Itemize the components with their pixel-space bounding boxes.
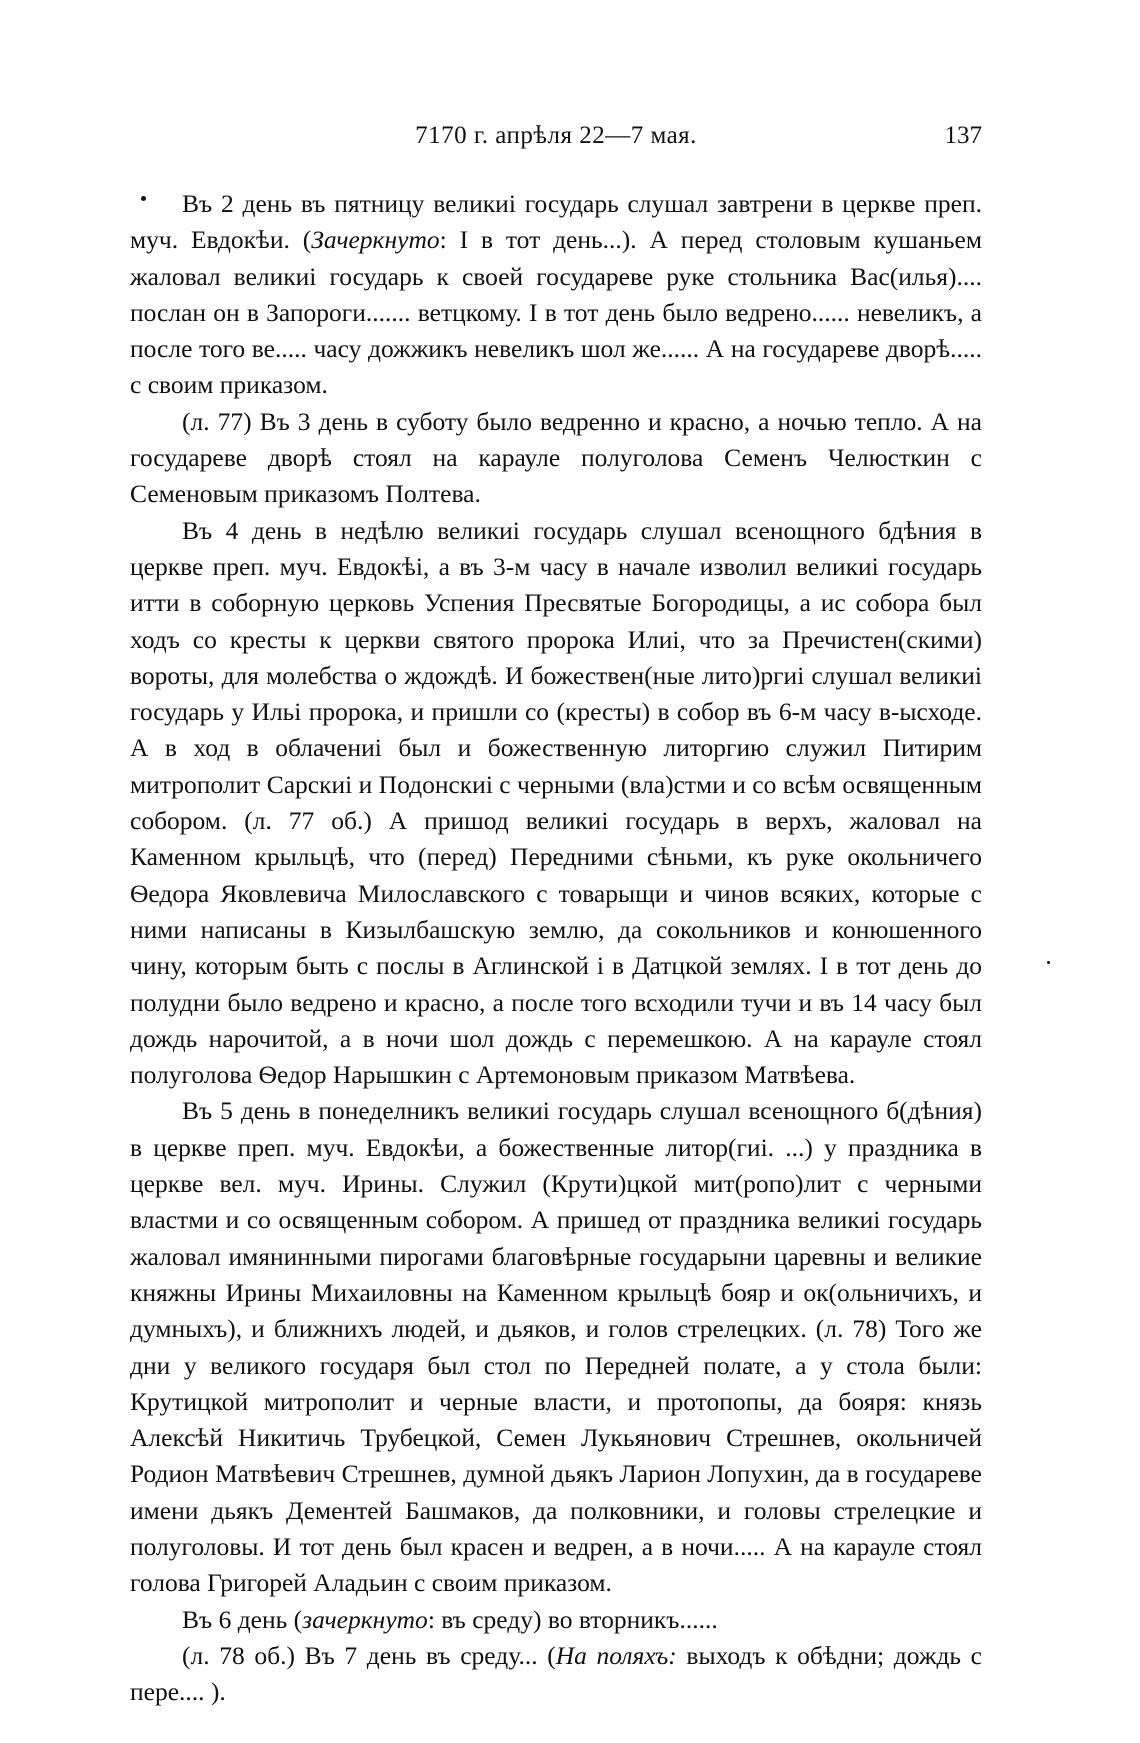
text-run: : I в тот день...). А перед столовым кушаньем жаловал великиі государь к своей государеве руке стольника Вас(илья).... послан он в Запороги....... ветцкому. I в тот день было ведрено...... невеликъ, а после того ве..... часу дожжикъ невеликъ шол же...... А на государеве дворѣ..... с своим приказом. xyxy=(130,225,982,400)
italic-note: зачеркнуто xyxy=(302,1604,428,1634)
margin-dot-mark xyxy=(1047,961,1050,964)
header-title: 7170 г. апрѣля 22—7 мая. xyxy=(415,122,697,149)
text-run: выходъ к обѣдни; дождь с пере.... ). xyxy=(130,1640,983,1707)
running-header xyxy=(130,122,982,156)
paragraph xyxy=(130,1602,982,1638)
text-run: (л. 77) Въ 3 день в суботу было ведренно и красно, а ночью тепло. А на государеве дворѣ стоял на карауле полуголова Семенъ Челюсткин с Семеновым приказомъ Полтева. xyxy=(130,406,982,509)
body-text xyxy=(130,186,982,1710)
text-run: Въ 5 день в понеделникъ великиі государь слушал всенощного б(дѣния) в церкве преп. муч. Евдокѣи, а божественные литор(гиі. ...) у праздника в церкве вел. муч. Ирины. Служил (Крути)цкой мит(ропо)лит с черными властми и со освященным собором. А пришед от праздника великиі государь жаловал имянинными пирогами благовѣрные государыни царевны и великие княжны Ирины Михаиловны на Каменном крыльцѣ бояр и ок(ольничихъ, и думныхъ), и ближнихъ людей, и дьяков, и голов стрелецких. (л. 78) Того же дни у великого государя был стол по Передней полате, а у стола были: Крутицкой митрополит и черные власти, и протопопы, да бояря: князь Алексѣй Никитичь Трубецкой, Семен Лукьянович Стрешнев, окольничей Родион Матвѣевич Стрешнев, думной дьякъ Ларион Лопухин, да в государеве имени дьякъ Дементей Башмаков, да полковники, и головы стрелецкие и полуголовы. И тот день был красен и ведрен, а в ночи..... А на карауле стоял голова Григорей Аладьин с своим приказом. xyxy=(130,1096,982,1598)
page-number: 137 xyxy=(944,122,982,149)
italic-note: На поляхъ: xyxy=(555,1640,677,1670)
text-run: Въ 6 день ( xyxy=(182,1604,303,1634)
paragraph xyxy=(130,1093,982,1601)
text-run: : въ среду) во вторникъ...... xyxy=(427,1604,718,1634)
paragraph xyxy=(130,1638,982,1711)
paragraph xyxy=(130,186,982,404)
paragraph xyxy=(130,513,982,1094)
text-run: Въ 4 день в недѣлю великиі государь слушал всенощного бдѣния в церкве преп. муч. Евдокѣі, а въ 3-м часу в начале изволил великиі государь итти в соборную церковь Успения Пресвятые Богородицы, а ис собора был ходъ со кресты к церкви святого пророка Илиі, что за Пречистен(скими) вороты, для молебства о ждождѣ. И божествен(ные лито)ргиі слушал великиі государь у Ильі пророка, и пришли со (кресты) в собор въ 6-м часу в-ысходе. А в ход в облачениі был и божественную литоргию служил Питирим митрополит Сарскиі и Подонскиі с черными (вла)стми и со всѣм освященным собором. (л. 77 об.) А пришод великиі государь в верхъ, жаловал на Каменном крыльцѣ, что (перед) Передними сѣньми, къ руке окольничего Ѳедора Яковлевича Милославского с товарыщи и чинов всяких, которые с ними написаны в Кизылбашскую землю, да сокольников и конюшенного чину, которым быть с послы в Аглинской і в Датцкой землях. I в тот день до полудни было ведрено и красно, а после того всходили тучи и въ 14 часу был дождь нарочитой, а в ночи шол дождь с перемешкою. А на карауле стоял полуголова Ѳедор Нарышкин с Артемоновым приказом Матвѣева. xyxy=(130,515,982,1090)
paragraph xyxy=(130,404,982,513)
italic-note: Зачеркнуто xyxy=(311,225,440,255)
text-run: (л. 78 об.) Въ 7 день въ среду... ( xyxy=(182,1640,556,1670)
text-run: Въ 2 день въ пятницу великиі государь слушал завтрени в церкве преп. муч. Евдокѣи. ( xyxy=(130,189,982,255)
